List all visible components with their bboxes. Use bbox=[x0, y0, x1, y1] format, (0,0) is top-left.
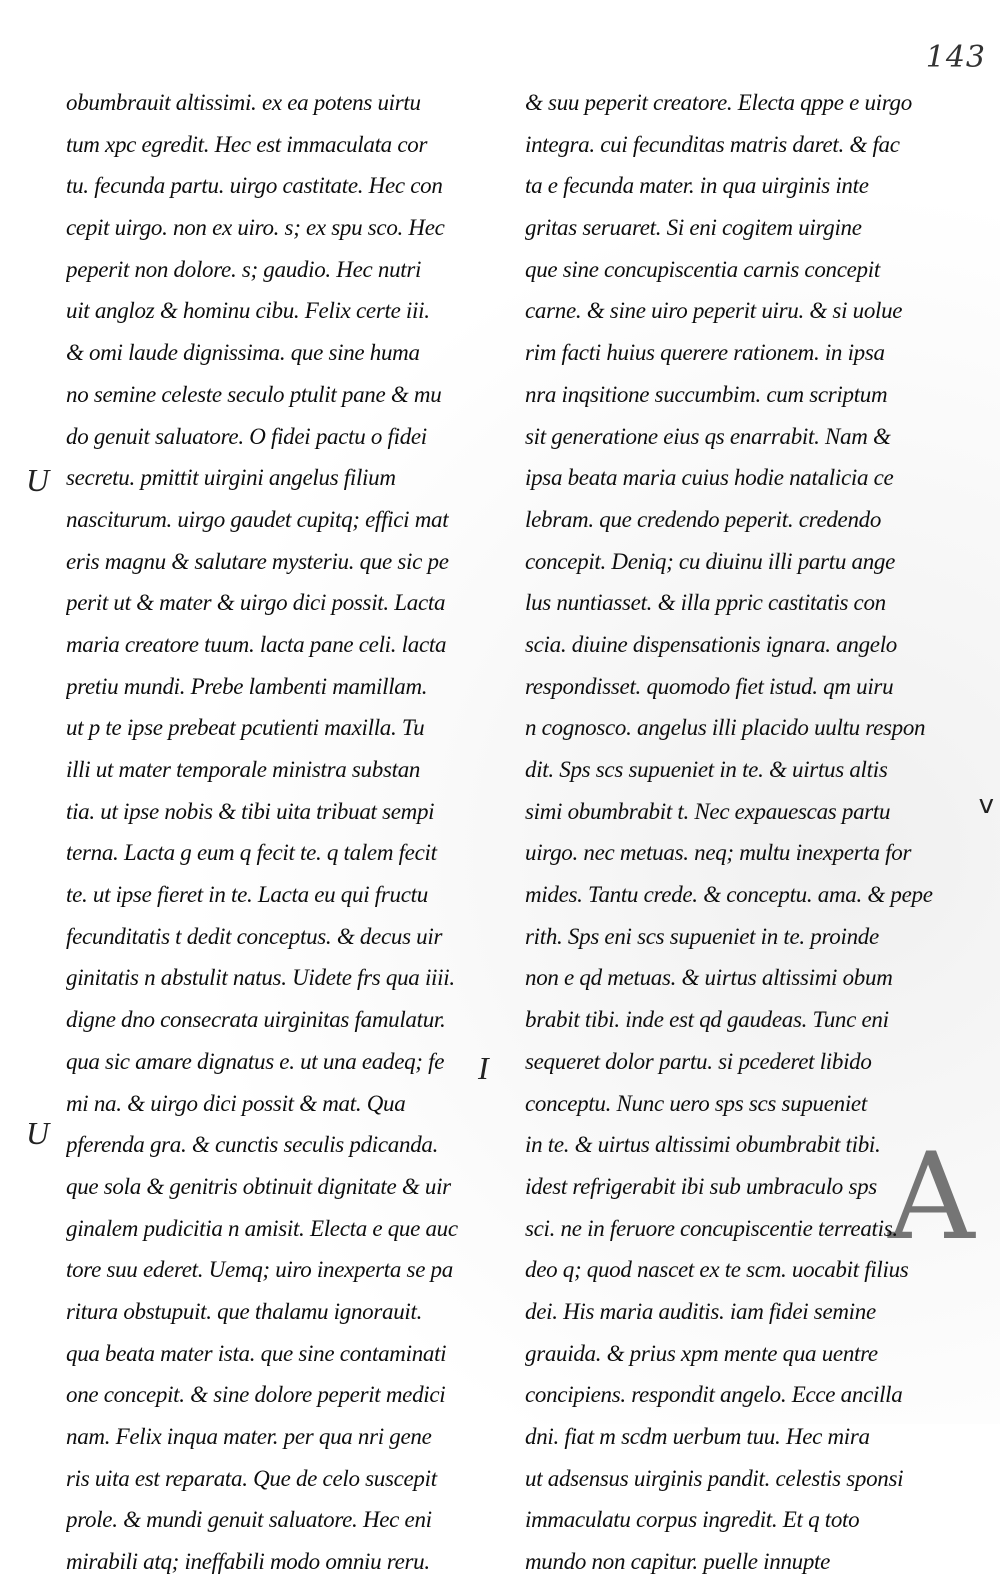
right-column-line: scia. diuine dispensationis ignara. angelo bbox=[525, 631, 897, 657]
right-column-line: ipsa beata maria cuius hodie natalicia ce bbox=[525, 465, 894, 491]
right-column-line: concipiens. respondit angelo. Ecce ancilla bbox=[525, 1382, 903, 1408]
folio-number: 143 bbox=[925, 40, 986, 75]
right-column-line: integra. cui fecunditas matris daret. & fac bbox=[525, 131, 900, 157]
left-column-line: ginitatis n abstulit natus. Uidete frs qua iiii. bbox=[66, 965, 455, 991]
left-column-line: te. ut ipse fieret in te. Lacta eu qui fructu bbox=[66, 882, 428, 908]
left-column-line: one concepit. & sine dolore peperit medici bbox=[66, 1382, 446, 1408]
right-column-line: non e qd metuas. & uirtus altissimi obum bbox=[525, 965, 893, 991]
left-column-line: prole. & mundi genuit saluatore. Hec eni bbox=[66, 1507, 432, 1533]
initial-letter-a: A bbox=[888, 1128, 975, 1267]
right-column-line: lebram. que credendo peperit. credendo bbox=[525, 506, 882, 532]
left-column-line: qua sic amare dignatus e. ut una eadeq; fe bbox=[66, 1048, 445, 1074]
right-column-line: sci. ne in feruore concupiscentie terreatis. bbox=[525, 1215, 898, 1241]
right-column-line: concepit. Deniq; cu diuinu illi partu ange bbox=[525, 548, 896, 574]
right-column-line: gritas seruaret. Si eni cogitem uirgine bbox=[525, 215, 862, 241]
left-column-line: fecunditatis t dedit conceptus. & decus uir bbox=[66, 923, 443, 949]
left-column-line: ut p te ipse prebeat pcutienti maxilla. Tu bbox=[66, 715, 425, 741]
left-column-line: uit angloz & hominu cibu. Felix certe iii. bbox=[66, 298, 430, 324]
left-column-line: obumbrauit altissimi. ex ea potens uirtu bbox=[66, 90, 421, 115]
right-column-line: uirgo. nec metuas. neq; multu inexperta for bbox=[525, 840, 912, 866]
left-column-line: ginalem pudicitia n amisit. Electa e que auc bbox=[66, 1215, 458, 1241]
left-column-line: pferenda gra. & cunctis seculis pdicanda. bbox=[66, 1132, 439, 1158]
right-column-line: conceptu. Nunc uero sps scs supueniet bbox=[525, 1090, 867, 1116]
left-column-line: eris magnu & salutare mysteriu. que sic pe bbox=[66, 548, 449, 574]
right-column-line: ta e fecunda mater. in qua uirginis inte bbox=[525, 173, 869, 199]
right-column-line: sit generatione eius qs enarrabit. Nam & bbox=[525, 423, 891, 449]
left-column-line: tum xpc egredit. Hec est immaculata cor bbox=[66, 131, 428, 157]
left-column-line: illi ut mater temporale ministra substan bbox=[66, 757, 421, 782]
right-column-line: dni. fiat m scdm uerbum tuu. Hec mira bbox=[525, 1424, 870, 1449]
left-column-line: mi na. & uirgo dici possit & mat. Qua bbox=[66, 1090, 406, 1116]
right-column-line: respondisset. quomodo fiet istud. qm uiru bbox=[525, 673, 894, 699]
left-column-line: no semine celeste seculo ptulit pane & mu bbox=[66, 381, 442, 407]
right-column-line: & suu peperit creatore. Electa qppe e uirgo bbox=[525, 90, 912, 115]
right-text-column bbox=[525, 82, 945, 1583]
left-column-line: do genuit saluatore. O fidei pactu o fidei bbox=[66, 423, 427, 449]
right-column-line: n cognosco. angelus illi placido uultu respon bbox=[525, 715, 926, 741]
left-column-line: secretu. pmittit uirgini angelus filium bbox=[66, 465, 396, 491]
left-column-line: tore suu ederet. Uemq; uiro inexperta se pa bbox=[66, 1257, 453, 1283]
right-column-line: mides. Tantu crede. & conceptu. ama. & pepe bbox=[525, 882, 933, 908]
right-column-line: mundo non capitur. puelle innupte bbox=[525, 1549, 831, 1575]
left-column-line: terna. Lacta g eum q fecit te. q talem fecit bbox=[66, 840, 437, 866]
left-column-line: tu. fecunda partu. uirgo castitate. Hec con bbox=[66, 173, 443, 199]
right-column-line: deo q; quod nascet ex te scm. uocabit filius bbox=[525, 1257, 909, 1283]
left-column-line: digne dno consecrata uirginitas famulatur. bbox=[66, 1007, 446, 1033]
left-column-line: & omi laude dignissima. que sine huma bbox=[66, 340, 420, 366]
left-column-line: peperit non dolore. s; gaudio. Hec nutri bbox=[66, 256, 422, 282]
left-column-line: cepit uirgo. non ex uiro. s; ex spu sco. Hec bbox=[66, 215, 445, 241]
left-column-line: nam. Felix inqua mater. per qua nri gene bbox=[66, 1424, 432, 1449]
margin-mark-left-2: U bbox=[26, 1115, 50, 1151]
left-column-line: qua beata mater ista. que sine contaminati bbox=[66, 1340, 447, 1366]
right-column-line: idest refrigerabit ibi sub umbraculo sps bbox=[525, 1173, 877, 1199]
right-column-line: grauida. & prius xpm mente qua uentre bbox=[525, 1340, 878, 1366]
right-column-line: immaculatu corpus ingredit. Et q toto bbox=[525, 1507, 860, 1533]
right-column-line: brabit tibi. inde est qd gaudeas. Tunc eni bbox=[525, 1007, 889, 1033]
left-column-line: que sola & genitris obtinuit dignitate & uir bbox=[66, 1173, 451, 1199]
right-column-line: carne. & sine uiro peperit uiru. & si uolue bbox=[525, 298, 903, 324]
right-column-line: nra inqsitione succumbim. cum scriptum bbox=[525, 381, 888, 407]
margin-mark-left-1: U bbox=[26, 462, 50, 498]
right-column-line: sequeret dolor partu. si pcederet libido bbox=[525, 1048, 872, 1074]
right-column-line: ut adsensus uirginis pandit. celestis sponsi bbox=[525, 1465, 904, 1491]
right-column-line: rim facti huius querere rationem. in ipsa bbox=[525, 340, 885, 366]
right-column-line: in te. & uirtus altissimi obumbrabit tibi. bbox=[525, 1132, 881, 1158]
margin-mark-middle: I bbox=[478, 1050, 489, 1086]
left-column-line: mirabili atq; ineffabili modo omniu reru. bbox=[66, 1549, 430, 1575]
right-column-line: lus nuntiasset. & illa ppric castitatis con bbox=[525, 590, 886, 616]
right-column-line: simi obumbrabit t. Nec expauescas partu bbox=[525, 798, 891, 824]
left-column-line: tia. ut ipse nobis & tibi uita tribuat sempi bbox=[66, 798, 435, 824]
margin-mark-right: v bbox=[978, 790, 994, 820]
left-column-line: ris uita est reparata. Que de celo suscepit bbox=[66, 1465, 437, 1491]
left-column-line: nasciturum. uirgo gaudet cupitq; effici mat bbox=[66, 506, 449, 532]
left-column-line: perit ut & mater & uirgo dici possit. Lacta bbox=[66, 590, 446, 616]
right-column-line: dit. Sps scs supueniet in te. & uirtus altis bbox=[525, 757, 888, 782]
left-text-column bbox=[66, 82, 491, 1583]
left-column-line: maria creatore tuum. lacta pane celi. lacta bbox=[66, 631, 447, 657]
right-column-line: rith. Sps eni scs supueniet in te. proinde bbox=[525, 923, 879, 949]
left-column-line: pretiu mundi. Prebe lambenti mamillam. bbox=[66, 673, 428, 699]
right-column-line: que sine concupiscentia carnis concepit bbox=[525, 256, 880, 282]
right-column-line: dei. His maria auditis. iam fidei semine bbox=[525, 1298, 876, 1324]
left-column-line: ritura obstupuit. que thalamu ignorauit. bbox=[66, 1298, 423, 1324]
